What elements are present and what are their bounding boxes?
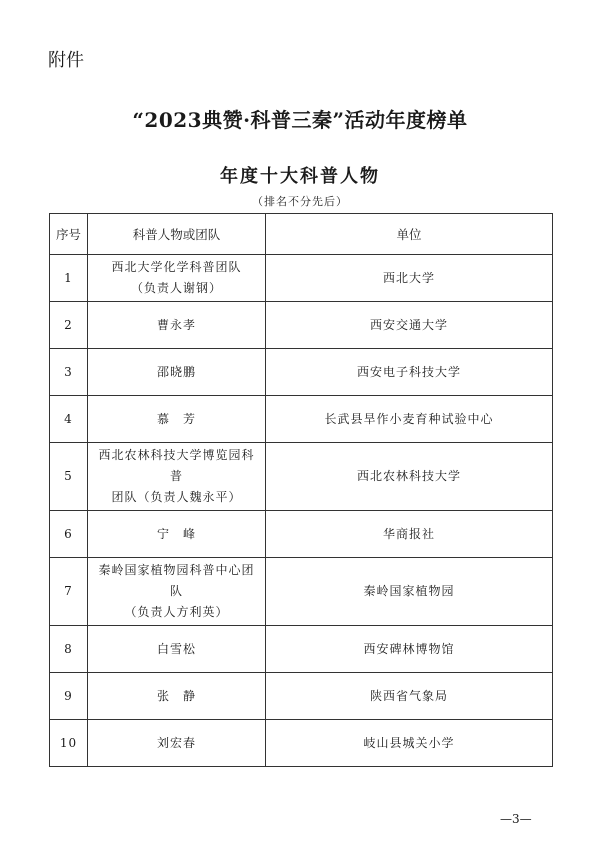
table-header-row (50, 214, 553, 255)
row-unit: 西安碑林博物馆 (266, 626, 553, 673)
attachment-label: 附件 (48, 50, 84, 71)
name-line: 曹永孝 (156, 317, 196, 332)
name-line: 宁 峰 (156, 526, 196, 541)
row-person-or-team (88, 511, 266, 558)
table-row (50, 255, 553, 302)
row-number: 9 (50, 673, 88, 720)
name-line: （负责人方利英） (124, 605, 229, 619)
row-number: 6 (50, 511, 88, 558)
row-person-or-team (88, 349, 266, 396)
name-line: 西北大学化学科普团队 (111, 260, 242, 274)
row-unit: 华商报社 (266, 511, 553, 558)
row-number: 7 (50, 558, 88, 626)
row-person-or-team (88, 558, 266, 626)
name-line: 白雪松 (156, 641, 196, 656)
row-person-or-team (88, 255, 266, 302)
row-number: 4 (50, 396, 88, 443)
table-row (50, 558, 553, 626)
name-line: 邵晓鹏 (156, 364, 196, 379)
row-unit: 西安交通大学 (266, 302, 553, 349)
name-line: 西北农林科技大学博览园科普 (98, 448, 255, 483)
row-unit: 长武县旱作小麦育种试验中心 (266, 396, 553, 443)
row-number: 2 (50, 302, 88, 349)
row-person-or-team (88, 673, 266, 720)
table-row (50, 396, 553, 443)
row-number: 1 (50, 255, 88, 302)
table-row (50, 349, 553, 396)
row-number: 3 (50, 349, 88, 396)
table-body (50, 255, 553, 767)
name-line: 秦岭国家植物园科普中心团队 (98, 563, 255, 598)
row-unit: 陕西省气象局 (266, 673, 553, 720)
section-title: 年度十大科普人物 (220, 166, 380, 187)
ranking-table (49, 213, 553, 767)
table-row (50, 673, 553, 720)
name-line: 刘宏春 (156, 735, 196, 750)
row-person-or-team (88, 626, 266, 673)
ranking-note: （排名不分先后） (252, 195, 348, 208)
table-row (50, 302, 553, 349)
header-person-or-team: 科普人物或团队 (88, 214, 266, 255)
row-unit: 岐山县城关小学 (266, 720, 553, 767)
table-row (50, 626, 553, 673)
row-unit: 秦岭国家植物园 (266, 558, 553, 626)
table-row (50, 443, 553, 511)
row-unit: 西北农林科技大学 (266, 443, 553, 511)
row-number: 5 (50, 443, 88, 511)
table-row (50, 720, 553, 767)
header-number: 序号 (50, 214, 88, 255)
page-title: “2023典赞·科普三秦”活动年度榜单 (132, 108, 468, 132)
row-person-or-team (88, 302, 266, 349)
row-person-or-team (88, 443, 266, 511)
name-line: （负责人谢钢） (130, 281, 222, 295)
row-person-or-team (88, 396, 266, 443)
row-unit: 西安电子科技大学 (266, 349, 553, 396)
row-unit: 西北大学 (266, 255, 553, 302)
table-row (50, 511, 553, 558)
row-number: 8 (50, 626, 88, 673)
row-number: 10 (50, 720, 88, 767)
name-line: 团队（负责人魏永平） (111, 490, 242, 504)
page-number: —3— (500, 812, 532, 826)
header-unit: 单位 (266, 214, 553, 255)
row-person-or-team (88, 720, 266, 767)
name-line: 张 静 (156, 688, 196, 703)
name-line: 慕 芳 (156, 411, 196, 426)
